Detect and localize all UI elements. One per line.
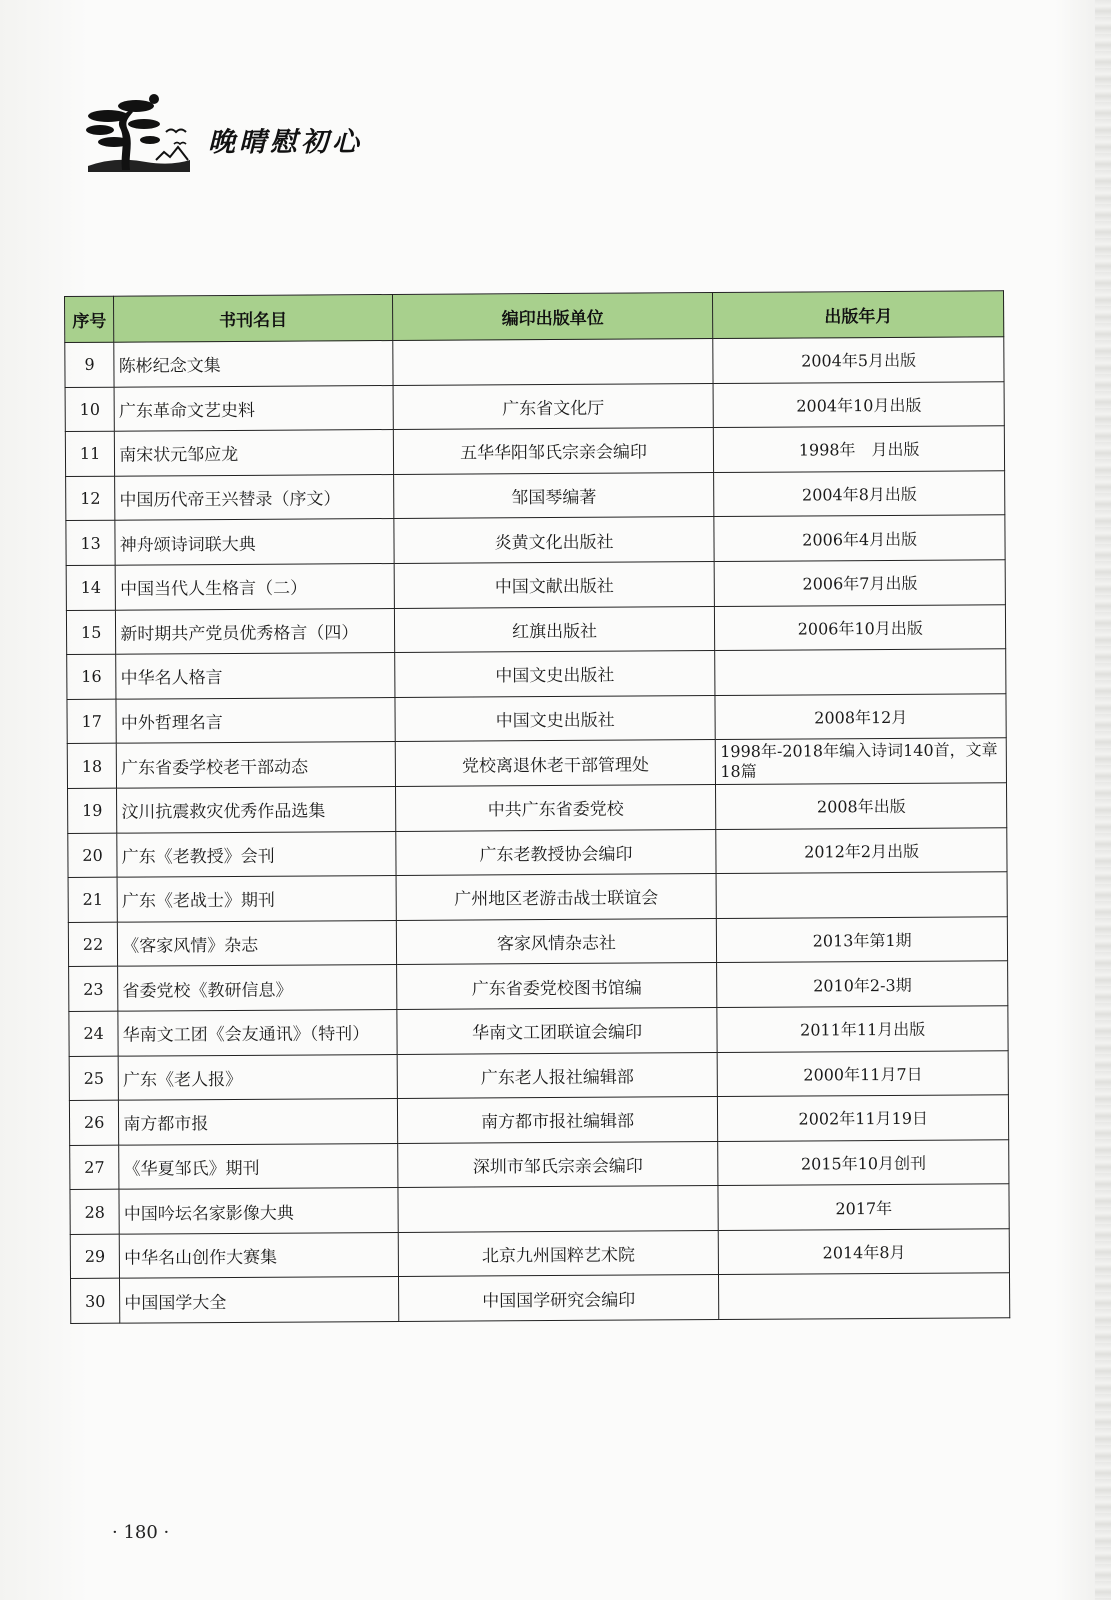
table-row [70,1229,1009,1279]
page-header [86,90,426,180]
row-number: 14 [66,565,116,610]
row-title: 广东《老人报》 [118,1054,397,1100]
row-publisher: 中国文献出版社 [394,561,715,608]
row-date: 2014年8月 [719,1229,1010,1275]
publications-table [64,290,1010,1324]
row-date: 2002年11月19日 [718,1095,1009,1141]
table-row [67,738,1006,788]
row-date: 2006年10月出版 [715,604,1006,650]
row-publisher: 深圳市邹氏宗亲会编印 [397,1141,718,1188]
row-publisher: 广东老人报社编辑部 [397,1052,718,1099]
row-date [715,649,1006,695]
table-row [66,515,1005,565]
row-date: 2012年2月出版 [716,827,1007,873]
row-number: 23 [69,966,119,1011]
table-body [65,337,1010,1324]
table-row [68,872,1007,922]
row-date: 2006年4月出版 [714,515,1005,561]
row-number: 10 [65,387,115,432]
row-title: 《客家风情》杂志 [118,920,397,966]
row-publisher: 中国文史出版社 [395,695,716,742]
row-number: 15 [66,610,116,655]
column-header-publisher: 编印出版单位 [392,293,713,341]
row-date [719,1273,1010,1319]
page-number: · 180 · [112,1522,170,1543]
row-date: 2004年5月出版 [713,337,1004,383]
row-title: 广东《老教授》会刊 [117,831,396,877]
row-date: 2008年出版 [716,783,1007,829]
column-header-title: 书刊名目 [114,294,393,342]
row-publisher: 广东省文化厅 [393,383,714,430]
table-row [67,694,1006,744]
row-publisher: 北京九州国粹艺术院 [398,1230,719,1277]
table-row [69,1095,1008,1145]
row-title: 中外哲理名言 [116,697,395,743]
row-title: 南方都市报 [119,1099,398,1145]
row-title: 新时期共产党员优秀格言（四） [116,608,395,654]
row-date: 2008年12月 [715,694,1006,740]
row-number: 27 [70,1145,120,1190]
row-title: 中国国学大全 [120,1277,399,1323]
row-number: 18 [67,744,117,789]
row-number: 29 [70,1234,120,1279]
row-title: 南宋状元邹应龙 [115,430,394,476]
table-row [70,1139,1009,1189]
row-publisher: 广东省委党校图书馆编 [396,963,717,1010]
row-number: 22 [68,922,118,967]
row-date: 2013年第1期 [717,916,1008,962]
row-title: 广东革命文艺史料 [114,385,393,431]
row-number: 16 [67,654,117,699]
header-title: 晚晴慰初心 [208,127,363,158]
row-publisher: 华南文工团联谊会编印 [397,1007,718,1054]
row-publisher [398,1186,719,1233]
row-number: 9 [65,342,115,387]
row-number: 28 [70,1189,120,1234]
row-date: 2004年8月出版 [714,471,1005,517]
row-publisher: 中国国学研究会编印 [398,1275,719,1322]
table-row [71,1273,1010,1323]
table-row [68,827,1007,877]
page-edge [1095,0,1111,1600]
table-row [68,783,1007,833]
row-number: 21 [68,877,118,922]
row-publisher: 广东老教授协会编印 [395,829,716,876]
table-row [69,1050,1008,1100]
row-number: 17 [67,699,117,744]
row-title: 中华名人格言 [116,653,395,699]
row-date: 2017年 [718,1184,1009,1230]
row-title: 陈彬纪念文集 [114,340,393,386]
column-header-no: 序号 [65,296,115,342]
row-title: 汶川抗震救灾优秀作品选集 [117,786,396,832]
row-date: 2015年10月创刊 [718,1139,1009,1185]
row-publisher: 炎黄文化出版社 [394,517,715,564]
table-header [65,291,1004,343]
table-row [66,471,1005,521]
row-publisher: 客家风情杂志社 [396,918,717,965]
row-title: 中国吟坛名家影像大典 [119,1188,398,1234]
row-date: 1998年-2018年编入诗词140首，文章18篇 [716,738,1007,784]
row-title: 中国当代人生格言（二） [115,563,394,609]
row-date: 2011年11月出版 [717,1006,1008,1052]
row-date [716,872,1007,918]
table-row [66,560,1005,610]
row-publisher [392,339,713,386]
row-publisher: 广州地区老游击战士联谊会 [396,874,717,921]
table-row [65,426,1004,476]
table-row [69,1006,1008,1056]
row-publisher: 南方都市报社编辑部 [397,1097,718,1144]
row-publisher: 邹国琴编著 [393,472,714,519]
table-row [65,381,1004,431]
row-title: 中华名山创作大赛集 [119,1232,398,1278]
row-publisher: 中共广东省委党校 [395,784,716,831]
row-title: 神舟颂诗词联大典 [115,519,394,565]
column-header-date: 出版年月 [713,291,1004,339]
row-number: 19 [68,788,118,833]
row-date: 2000年11月7日 [718,1050,1009,1096]
row-publisher: 党校离退休老干部管理处 [395,740,716,787]
row-title: 中国历代帝王兴替录（序文） [115,474,394,520]
publications-table-wrapper [64,290,1010,1324]
pine-tree-logo-icon [86,90,204,176]
row-number: 20 [68,833,118,878]
row-title: 广东《老战士》期刊 [117,876,396,922]
table-header-row [65,291,1004,343]
row-publisher: 五华华阳邹氏宗亲会编印 [393,428,714,475]
table-row [66,604,1005,654]
row-title: 华南文工团《会友通讯》（特刊） [118,1009,397,1055]
row-number: 11 [65,431,115,476]
table-row [65,337,1004,387]
row-date: 1998年 月出版 [714,426,1005,472]
table-row [70,1184,1009,1234]
row-publisher: 红旗出版社 [394,606,715,653]
row-date: 2010年2-3期 [717,961,1008,1007]
row-number: 30 [71,1279,121,1324]
row-title: 省委党校《教研信息》 [118,965,397,1011]
table-row [69,961,1008,1011]
row-date: 2006年7月出版 [715,560,1006,606]
row-publisher: 中国文史出版社 [394,651,715,698]
row-title: 广东省委学校老干部动态 [116,742,395,788]
row-date: 2004年10月出版 [713,381,1004,427]
row-number: 26 [69,1100,119,1145]
row-title: 《华夏邹氏》期刊 [119,1143,398,1189]
row-number: 13 [66,521,116,566]
row-number: 24 [69,1011,119,1056]
table-row [68,916,1007,966]
row-number: 12 [66,476,116,521]
row-number: 25 [69,1056,119,1101]
table-row [67,649,1006,699]
